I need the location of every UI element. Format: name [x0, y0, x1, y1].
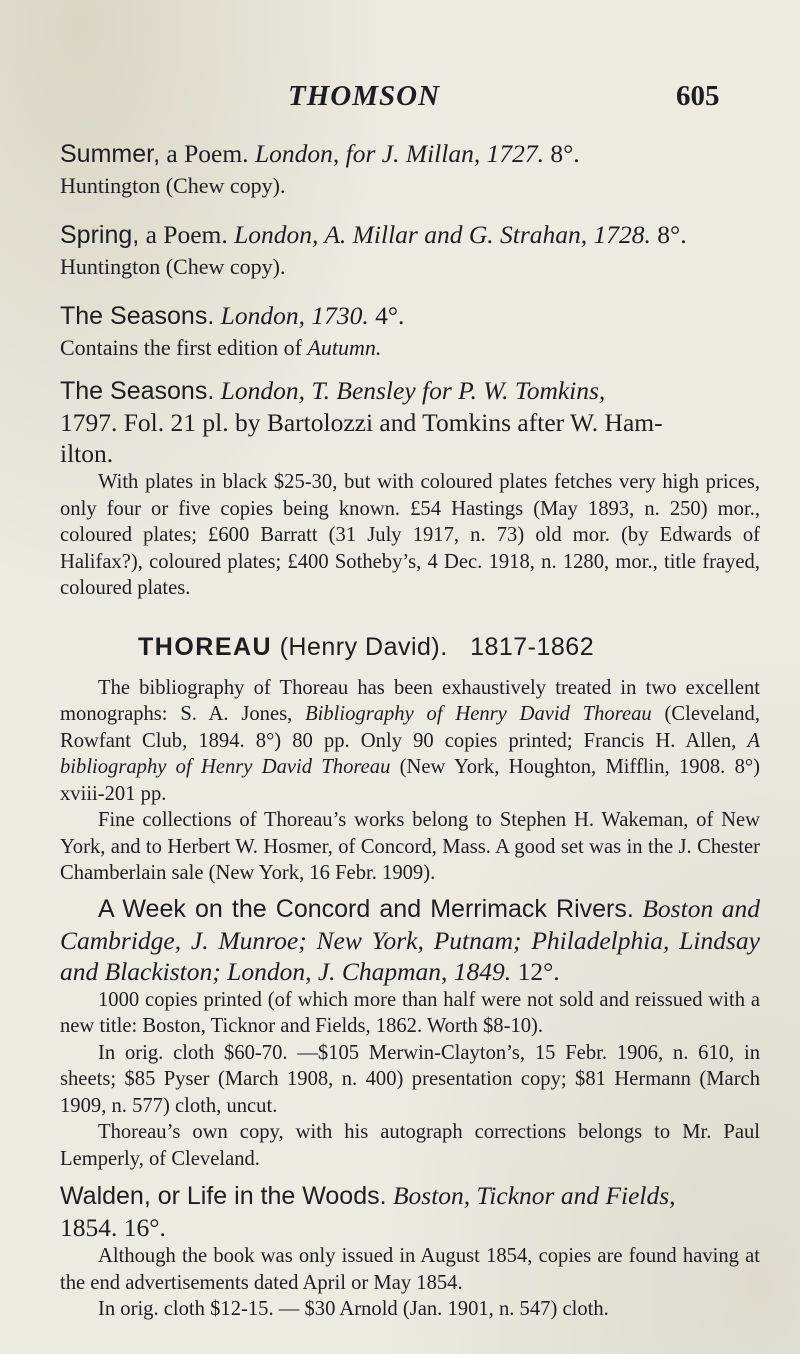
page-body: [60, 138, 760, 1323]
entry-title: A Week on the Concord and Merrimack Rivers.: [98, 894, 634, 923]
entry-paragraph: Thoreau’s own copy, with his autograph corrections belongs to Mr. Paul Lemperly, of Cleveland.: [60, 1121, 760, 1170]
entry-title: The Seasons.: [60, 377, 215, 405]
entry-note: Contains the first edition of: [60, 335, 308, 360]
entry-imprint: Boston and Cambridge, J. Munroe; New York, Putnam; Philadelphia, Lindsay and Blackiston; London, J. Chapman, 1849.: [60, 893, 760, 986]
entry-imprint: London, T. Bensley for P. W. Tomkins,: [220, 376, 606, 405]
entry-title: The Seasons.: [60, 302, 215, 330]
entry-collation: 1854. 16°.: [60, 1213, 166, 1242]
entry-seasons-1797: [60, 375, 760, 602]
entry-collation-cont: ilton.: [60, 439, 114, 468]
entry-note-title: Autumn.: [307, 335, 382, 360]
entry-subtitle: a Poem.: [166, 139, 249, 168]
bibliography-paragraph: The bibliography of Thoreau has been exhaustively treated in two excellent monographs: S. A. Jones, Bibliography of Henry David Thoreau (Cleveland, Rowfant Club, 1894. 8°) 80 pp. Only 90 copies printed; Francis H. Allen, A bibliography of Henry David Thoreau (New York, Houghton, Mifflin, 1908. 8°) xviii-201 pp.: [60, 676, 760, 805]
entry-collation: 1797. Fol. 21 pl. by Bartolozzi and Tomkins after W. Ham-: [60, 408, 663, 437]
entry-imprint: London, for J. Millan, 1727.: [254, 139, 544, 168]
page-number: 605: [676, 80, 720, 112]
entry-title: Summer,: [60, 140, 161, 168]
entry-format: 4°.: [375, 301, 405, 330]
section-heading: [60, 632, 760, 663]
entry-seasons-1730: [60, 300, 760, 363]
entry-title: Spring,: [60, 221, 140, 249]
author-name: THOREAU: [138, 632, 273, 661]
entry-paragraph: Although the book was only issued in August 1854, copies are found having at the end advertisements dated April or May 1854.: [60, 1245, 760, 1294]
entry-format: 8°.: [657, 220, 687, 249]
entry-title: Walden, or Life in the Woods.: [60, 1182, 387, 1210]
author-full-name: (Henry David).: [279, 632, 448, 661]
running-header: [0, 80, 800, 120]
collections-paragraph: Fine collections of Thoreau’s works belong to Stephen H. Wakeman, of New York, and to Herbert W. Hosmer, of Concord, Mass. A good set was in the J. Chester Chamberlain sale (New York, 16 Febr. 1909).: [60, 809, 760, 884]
entry-paragraph: In orig. cloth $60-70. —$105 Merwin-Clayton’s, 15 Febr. 1906, n. 610, in sheets; $85 Pyser (March 1908, n. 400) presentation copy; $81 Hermann (March 1909, n. 577) cloth, uncut.: [60, 1041, 760, 1117]
entry-walden: [60, 1180, 760, 1323]
entry-a-week: [60, 893, 760, 1173]
entry-imprint: Boston, Ticknor and Fields,: [392, 1181, 676, 1210]
entry-subtitle: a Poem.: [145, 220, 228, 249]
entry-location: Huntington (Chew copy).: [60, 254, 286, 279]
running-title: THOMSON: [288, 80, 441, 112]
entry-spring: [60, 219, 760, 282]
entry-imprint: London, A. Millar and G. Strahan, 1728.: [234, 220, 651, 249]
entry-imprint: London, 1730.: [220, 301, 369, 330]
entry-format: 12°.: [517, 956, 560, 986]
author-dates: 1817-1862: [470, 632, 595, 661]
entry-paragraph: With plates in black $25-30, but with coloured plates fetches very high prices, only four or five copies being known. £54 Hastings (May 1893, n. 250) mor., coloured plates; £600 Barratt (31 July 1917, n. 73) old mor. (by Edwards of Halifax?), coloured plates; £400 Sotheby’s, 4 Dec. 1918, n. 1280, mor., title frayed, coloured plates.: [60, 471, 760, 599]
entry-format: 8°.: [550, 139, 580, 168]
entry-summer: [60, 138, 760, 201]
entry-paragraph: In orig. cloth $12-15. — $30 Arnold (Jan. 1901, n. 547) cloth.: [98, 1298, 609, 1320]
entry-paragraph: 1000 copies printed (of which more than half were not sold and reissued with a new title: Boston, Ticknor and Fields, 1862. Worth $8-10).: [60, 988, 760, 1037]
entry-location: Huntington (Chew copy).: [60, 173, 286, 198]
